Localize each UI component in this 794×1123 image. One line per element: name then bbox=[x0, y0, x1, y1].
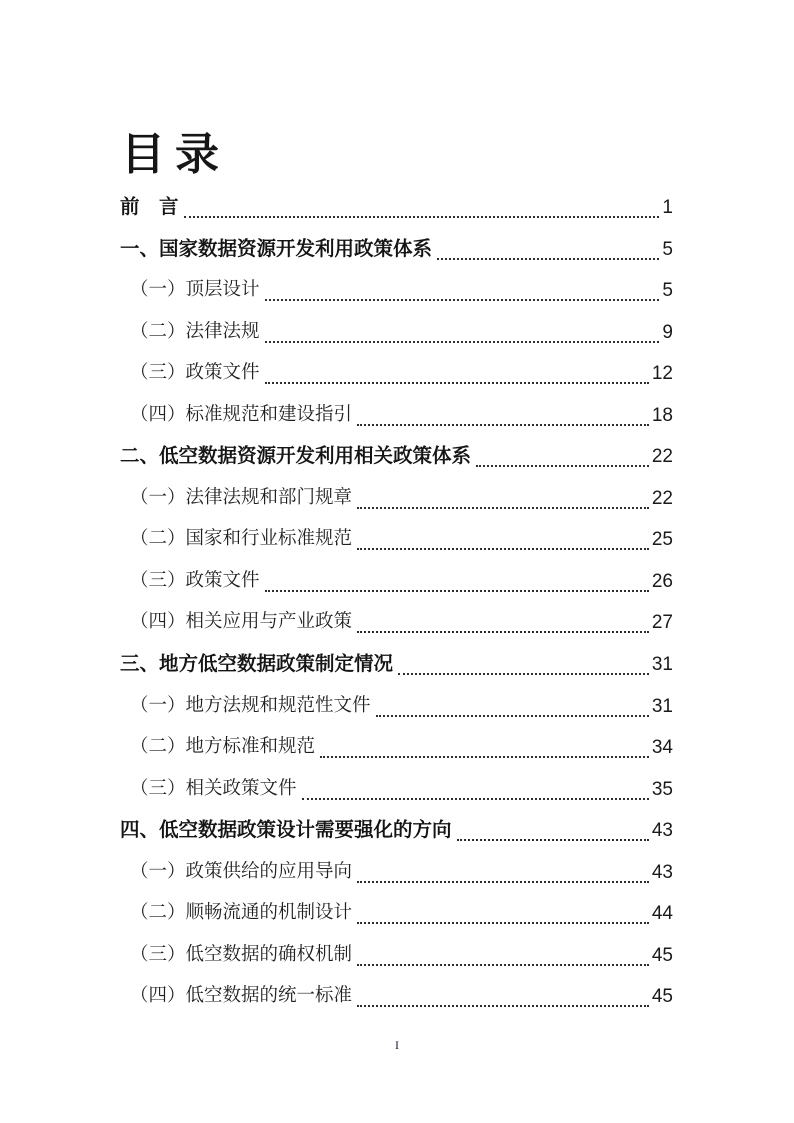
toc-entry-label: （一）顶层设计 bbox=[130, 280, 260, 301]
toc-leader-dots bbox=[376, 693, 649, 717]
toc-entry-label: （一）政策供给的应用导向 bbox=[130, 861, 353, 882]
toc-entry-label: （四）标准规范和建设指引 bbox=[130, 404, 353, 425]
toc-entry-page: 18 bbox=[651, 404, 673, 426]
toc-entry-label: （三）政策文件 bbox=[130, 363, 260, 384]
toc-entry-label: （一）地方法规和规范性文件 bbox=[130, 695, 371, 716]
toc-entry-label: （二）法律法规 bbox=[130, 321, 260, 342]
toc-entry-page: 1 bbox=[662, 197, 673, 218]
toc-entry[interactable] bbox=[120, 360, 673, 402]
toc-entry[interactable] bbox=[120, 776, 673, 818]
toc-leader-dots bbox=[357, 942, 649, 966]
toc-entry-page: 27 bbox=[651, 612, 673, 634]
toc-entry-page: 5 bbox=[662, 238, 673, 260]
toc-entry[interactable] bbox=[120, 817, 673, 859]
toc-entry[interactable] bbox=[120, 526, 673, 568]
toc-entry-label: （二）地方标准和规范 bbox=[130, 737, 316, 758]
toc-entry-page: 31 bbox=[651, 695, 673, 717]
toc-leader-dots bbox=[357, 609, 649, 633]
toc-entry-label: （三）政策文件 bbox=[130, 570, 260, 591]
toc-entry-label: 二、低空数据资源开发利用相关政策体系 bbox=[120, 445, 472, 468]
toc-entry-label: （三）相关政策文件 bbox=[130, 778, 297, 799]
toc-leader-dots bbox=[265, 360, 649, 384]
toc-leader-dots bbox=[357, 859, 649, 883]
toc-entry[interactable] bbox=[120, 900, 673, 942]
toc-entry[interactable] bbox=[120, 402, 673, 444]
toc-entry-label: （三）低空数据的确权机制 bbox=[130, 944, 353, 965]
toc-entry[interactable] bbox=[120, 942, 673, 984]
toc-leader-dots bbox=[302, 776, 649, 800]
toc-entry[interactable] bbox=[120, 443, 673, 485]
toc-entry-page: 22 bbox=[651, 446, 673, 468]
toc-entry-label: 四、低空数据政策设计需要强化的方向 bbox=[120, 819, 452, 842]
toc-entry-page: 35 bbox=[651, 778, 673, 800]
toc-entry-page: 43 bbox=[651, 861, 673, 883]
toc-leader-dots bbox=[357, 900, 649, 924]
toc-entry-page: 9 bbox=[662, 321, 673, 343]
toc-entry[interactable] bbox=[120, 651, 673, 693]
toc-entry-label: （一）法律法规和部门规章 bbox=[130, 487, 353, 508]
toc-entry-label: 前 言 bbox=[120, 196, 179, 218]
toc-leader-dots bbox=[357, 485, 649, 509]
toc-leader-dots bbox=[357, 983, 649, 1007]
toc-entry-label: （二）顺畅流通的机制设计 bbox=[130, 903, 353, 924]
toc-leader-dots bbox=[265, 319, 660, 343]
toc-entry-page: 12 bbox=[651, 363, 673, 385]
toc-leader-dots bbox=[265, 277, 660, 301]
footer-page-number: I bbox=[395, 1038, 399, 1052]
page-title: 目录 bbox=[121, 130, 229, 179]
toc-entry-page: 45 bbox=[651, 944, 673, 966]
toc-entry[interactable] bbox=[120, 277, 673, 319]
toc-entry-page: 5 bbox=[662, 280, 673, 302]
toc-leader-dots bbox=[184, 194, 660, 218]
toc-entry-label: （四）相关应用与产业政策 bbox=[130, 612, 353, 633]
toc-entry[interactable] bbox=[120, 568, 673, 610]
toc-leader-dots bbox=[398, 651, 649, 675]
toc-leader-dots bbox=[265, 568, 649, 592]
toc-entry-page: 26 bbox=[651, 570, 673, 592]
table-of-contents bbox=[120, 194, 673, 1025]
toc-entry[interactable] bbox=[120, 485, 673, 527]
toc-entry-page: 44 bbox=[651, 903, 673, 925]
toc-entry-label: 一、国家数据资源开发利用政策体系 bbox=[120, 237, 433, 260]
toc-leader-dots bbox=[357, 402, 649, 426]
toc-entry[interactable] bbox=[120, 194, 673, 236]
toc-leader-dots bbox=[457, 817, 649, 841]
toc-entry[interactable] bbox=[120, 734, 673, 776]
toc-entry-label: （四）低空数据的统一标准 bbox=[130, 986, 353, 1007]
toc-entry-page: 22 bbox=[651, 487, 673, 509]
toc-entry-label: 三、地方低空数据政策制定情况 bbox=[120, 653, 394, 676]
toc-entry-page: 25 bbox=[651, 529, 673, 551]
toc-entry[interactable] bbox=[120, 859, 673, 901]
toc-entry-page: 34 bbox=[651, 737, 673, 759]
toc-entry[interactable] bbox=[120, 693, 673, 735]
toc-leader-dots bbox=[357, 526, 649, 550]
toc-entry-label: （二）国家和行业标准规范 bbox=[130, 529, 353, 550]
toc-entry-page: 31 bbox=[651, 654, 673, 676]
toc-leader-dots bbox=[476, 443, 649, 467]
toc-leader-dots bbox=[437, 236, 659, 260]
toc-entry[interactable] bbox=[120, 609, 673, 651]
toc-entry[interactable] bbox=[120, 983, 673, 1025]
toc-entry-page: 43 bbox=[651, 820, 673, 842]
toc-entry[interactable] bbox=[120, 319, 673, 361]
toc-entry[interactable] bbox=[120, 236, 673, 278]
toc-entry-page: 45 bbox=[651, 986, 673, 1008]
toc-leader-dots bbox=[320, 734, 649, 758]
